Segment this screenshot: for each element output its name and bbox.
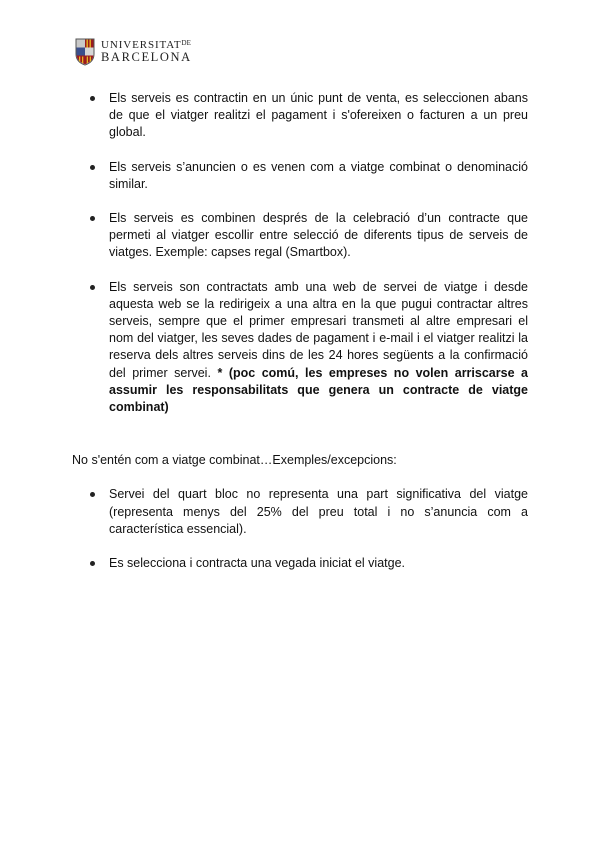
- logo-line-2: BARCELONA: [101, 50, 192, 65]
- document-body: [72, 90, 528, 589]
- list-item: [72, 210, 528, 262]
- list-item-text: Els serveis son contractats amb una web de servei de viatge i desde aquesta web se la redirigeix a una altra en la que pugui contractar altres serveis, sempre que el primer empresari transmeti al altre empresari el nom del viatger, les seves dades de pagament i e-mail i el viatger realitzi la reserva dels altres serveis dins de les 24 hores següents a la confirmació del primer servei.: [109, 279, 528, 380]
- bullet-icon: [90, 561, 95, 566]
- bullet-icon: [90, 216, 95, 221]
- list-item-text: Es selecciona i contracta una vegada iniciat el viatge.: [109, 556, 406, 571]
- list-item-bold-note: * (poc comú, les empreses no volen arriscarse a assumir les responsabilitats que genera un contracte de viatge combinat): [109, 365, 528, 415]
- exceptions-heading: No s'entén com a viatge combinat…Exemples/excepcions:: [72, 453, 397, 468]
- university-logo-text: [101, 40, 192, 65]
- bullet-icon: [90, 165, 95, 170]
- list-item: [72, 555, 528, 572]
- list-item: [72, 159, 528, 193]
- list-item: [72, 279, 528, 417]
- page-header: [75, 38, 192, 66]
- bullet-icon: [90, 96, 95, 101]
- list-item: [72, 486, 528, 538]
- list-item-text: Els serveis s’anuncien o es venen com a viatge combinat o denominació similar.: [109, 159, 528, 191]
- list-item: [72, 90, 528, 142]
- list-item-text: Els serveis es contractin en un únic punt de venta, es seleccionen abans de que el viatger realitzi el pagament i s'ofereixen o facturen a un preu global.: [109, 91, 528, 140]
- exceptions-list: [72, 486, 528, 572]
- bullet-icon: [90, 285, 95, 290]
- university-shield-icon: [75, 38, 95, 66]
- bullet-icon: [90, 492, 95, 497]
- list-item-text: Servei del quart bloc no representa una part significativa del viatge (representa menys del 25% del preu total i no s’anuncia com a característica essencial).: [109, 487, 528, 536]
- logo-de: DE: [181, 38, 191, 47]
- list-item-text: Els serveis es combinen després de la celebració d’un contracte que permeti al viatger escollir entre selecció de diferents tipus de serveis de viatges. Exemple: capses regal (Smartbox).: [109, 211, 528, 260]
- conditions-list: [72, 90, 528, 416]
- logo-universitat: UNIVERSITAT: [101, 38, 182, 51]
